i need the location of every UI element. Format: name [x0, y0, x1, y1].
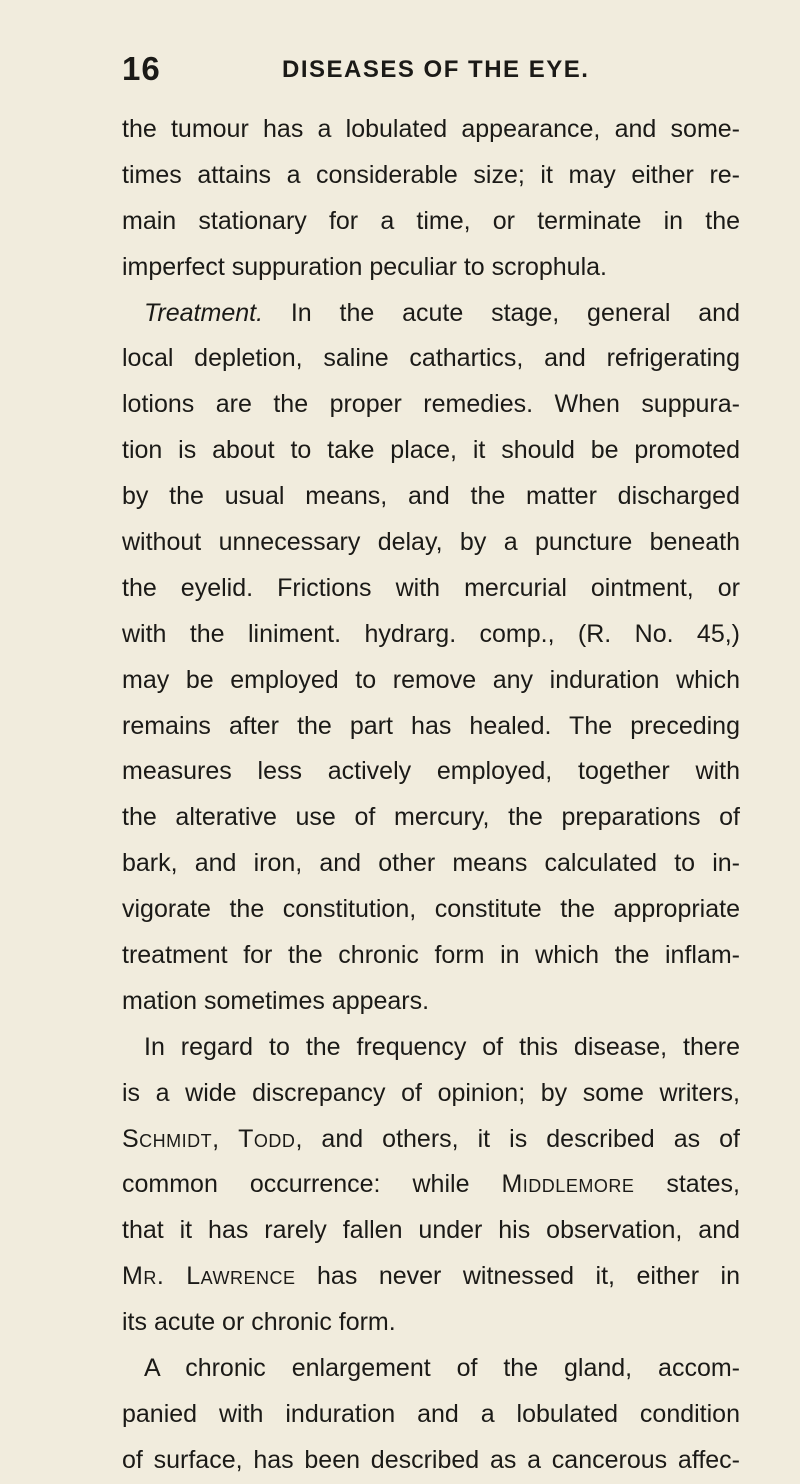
text-segment: that it has rarely fallen under his observation, and — [122, 1216, 740, 1245]
text-segment: remains after the part has healed. The preceding — [122, 711, 740, 740]
text-segment: its acute or chronic form. — [122, 1308, 396, 1337]
text-segment: common occurrence: while — [122, 1170, 502, 1199]
text-line — [122, 291, 740, 337]
text-line — [122, 107, 740, 153]
text-segment: In regard to the frequency of this disease, there — [144, 1032, 740, 1061]
text-line — [122, 1071, 740, 1117]
text-segment: with the liniment. hydrarg. comp., (R. No. 45,) — [122, 619, 740, 648]
running-title: DISEASES OF THE EYE. — [282, 56, 590, 83]
page-number: 16 — [122, 50, 161, 87]
text-segment: may be employed to remove any induration which — [122, 665, 740, 694]
text-segment: states, — [634, 1170, 740, 1199]
text-segment: the alterative use of mercury, the preparations of — [122, 803, 740, 832]
text-segment: , — [212, 1124, 239, 1153]
text-line — [122, 1438, 740, 1484]
text-line — [122, 749, 740, 795]
text-segment: mation sometimes appears. — [122, 986, 430, 1015]
text-segment: Todd — [238, 1124, 296, 1153]
text-segment: lotions are the proper remedies. When suppura- — [122, 390, 740, 419]
text-line — [122, 199, 740, 245]
text-segment: is a wide discrepancy of opinion; by some writers, — [122, 1078, 740, 1107]
text-line — [122, 1117, 740, 1163]
text-line — [122, 612, 740, 658]
text-line — [122, 1300, 740, 1346]
text-line — [122, 520, 740, 566]
text-segment: treatment for the chronic form in which the inflam- — [122, 941, 740, 970]
text-line — [122, 979, 740, 1025]
text-line — [122, 1392, 740, 1438]
text-segment: local depletion, saline cathartics, and refrigerating — [122, 344, 740, 373]
text-segment: vigorate the constitution, constitute the appropriate — [122, 895, 740, 924]
text-line — [122, 382, 740, 428]
text-line — [122, 245, 740, 291]
text-segment: of surface, has been described as a cancerous affec- — [122, 1445, 740, 1474]
text-segment: has never witnessed it, either in — [295, 1262, 740, 1291]
text-line — [122, 336, 740, 382]
text-line — [122, 153, 740, 199]
text-line — [122, 1025, 740, 1071]
text-segment: tion is about to take place, it should be promoted — [122, 436, 740, 465]
text-line — [122, 1162, 740, 1208]
text-segment: main stationary for a time, or terminate in the — [122, 206, 740, 235]
text-segment: the eyelid. Frictions with mercurial ointment, or — [122, 573, 740, 602]
text-segment: imperfect suppuration peculiar to scrophula. — [122, 252, 607, 281]
text-segment: by the usual means, and the matter discharged — [122, 482, 740, 511]
text-segment: A chronic enlargement of the gland, accom- — [144, 1354, 740, 1383]
text-line — [122, 795, 740, 841]
text-line — [122, 428, 740, 474]
text-line — [122, 474, 740, 520]
text-segment: the tumour has a lobulated appearance, and some- — [122, 115, 740, 143]
text-segment: Middlemore — [501, 1170, 635, 1199]
text-segment: , and others, it is described as of — [295, 1124, 740, 1153]
text-segment: Mr. Lawrence — [122, 1262, 296, 1291]
text-segment: Schmidt — [122, 1124, 213, 1153]
text-segment: times attains a considerable size; it may either re- — [122, 160, 740, 189]
text-line — [122, 1346, 740, 1392]
text-segment: In the acute stage, general and — [263, 298, 740, 327]
text-line — [122, 841, 740, 887]
text-segment: without unnecessary delay, by a puncture beneath — [122, 528, 740, 557]
text-segment: Treatment. — [144, 298, 264, 327]
text-line — [122, 1208, 740, 1254]
text-segment: measures less actively employed, together with — [122, 757, 740, 786]
text-line — [122, 658, 740, 704]
text-line — [122, 887, 740, 933]
text-line — [122, 704, 740, 750]
text-segment: panied with induration and a lobulated condition — [122, 1399, 740, 1428]
page-header — [0, 44, 800, 94]
body-text — [122, 107, 740, 1484]
text-line — [122, 933, 740, 979]
text-segment: bark, and iron, and other means calculated to in- — [122, 849, 740, 878]
text-line — [122, 1254, 740, 1300]
text-line — [122, 566, 740, 612]
